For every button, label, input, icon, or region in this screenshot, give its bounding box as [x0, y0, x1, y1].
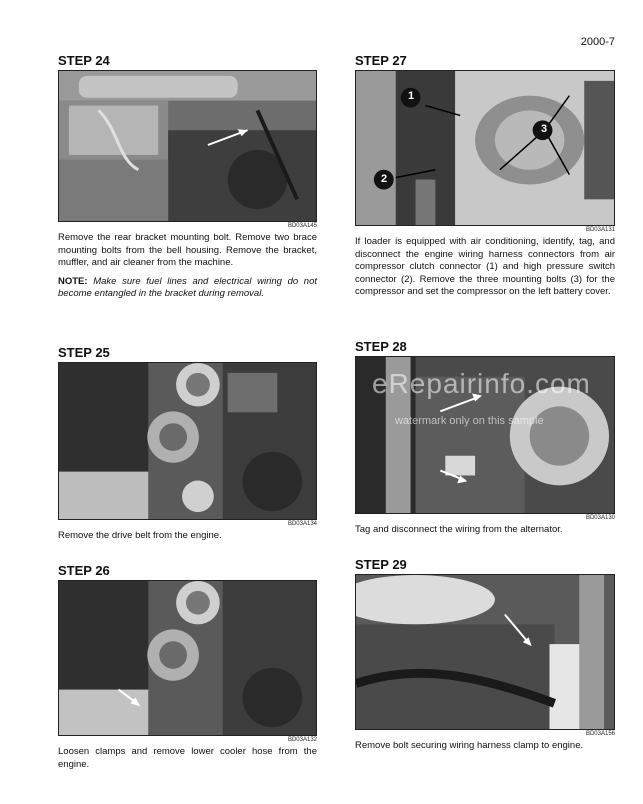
step-title: STEP 27 [355, 53, 407, 68]
step-description: If loader is equipped with air conditioning, identify, tag, and disconnect the engine wiring harness connectors from air compressor clutch connector (1) and high pressure switch connector (2). Remove the three mounting bolts (3) for the compressor and set the compressor on the left battery cover. [355, 236, 615, 297]
step-title: STEP 29 [355, 557, 407, 572]
note-text: Make sure fuel lines and electrical wiring do not become entangled in the bracket during removal. [58, 275, 318, 299]
step-29-photo [355, 574, 615, 730]
image-code: BD03A132 [287, 737, 317, 743]
step-24-photo [58, 70, 317, 222]
step-25-photo [58, 362, 317, 520]
step-note [58, 276, 317, 301]
step-description: Remove bolt securing wiring harness clamp to engine. [355, 740, 584, 751]
step-27-photo [355, 70, 615, 226]
page-number: 2000-7 [580, 36, 615, 48]
step-title: STEP 26 [58, 563, 110, 578]
left-column [58, 52, 318, 770]
callout-1: 1 [407, 90, 415, 102]
watermark-sub: watermark only on this sample [395, 415, 544, 427]
image-code: BD03A131 [585, 227, 615, 233]
image-code: BD03A156 [585, 731, 615, 737]
step-26 [58, 562, 317, 771]
step-description: Loosen clamps and remove lower cooler hose from the engine. [58, 746, 317, 770]
step-29 [355, 556, 615, 753]
callout-2: 2 [380, 173, 388, 185]
step-title: STEP 24 [58, 53, 110, 68]
image-code: BD03A130 [585, 515, 615, 521]
note-label: NOTE: [58, 275, 88, 287]
callout-3: 3 [540, 123, 548, 135]
step-description: Remove the rear bracket mounting bolt. Remove two brace mounting bolts from the bell housing. Remove the bracket, muffler, and air cleaner from the machine. [58, 232, 317, 268]
image-code: BD03A145 [287, 223, 317, 229]
watermark-main: eRepairinfo.com [372, 368, 591, 399]
step-24 [58, 52, 317, 301]
step-description: Remove the drive belt from the engine. [58, 530, 222, 541]
step-27 [355, 52, 615, 299]
step-title: STEP 28 [355, 339, 407, 354]
step-25 [58, 344, 317, 543]
step-title: STEP 25 [58, 345, 110, 360]
step-26-photo [58, 580, 317, 736]
image-code: BD03A134 [287, 521, 317, 527]
step-description: Tag and disconnect the wiring from the alternator. [355, 524, 563, 535]
